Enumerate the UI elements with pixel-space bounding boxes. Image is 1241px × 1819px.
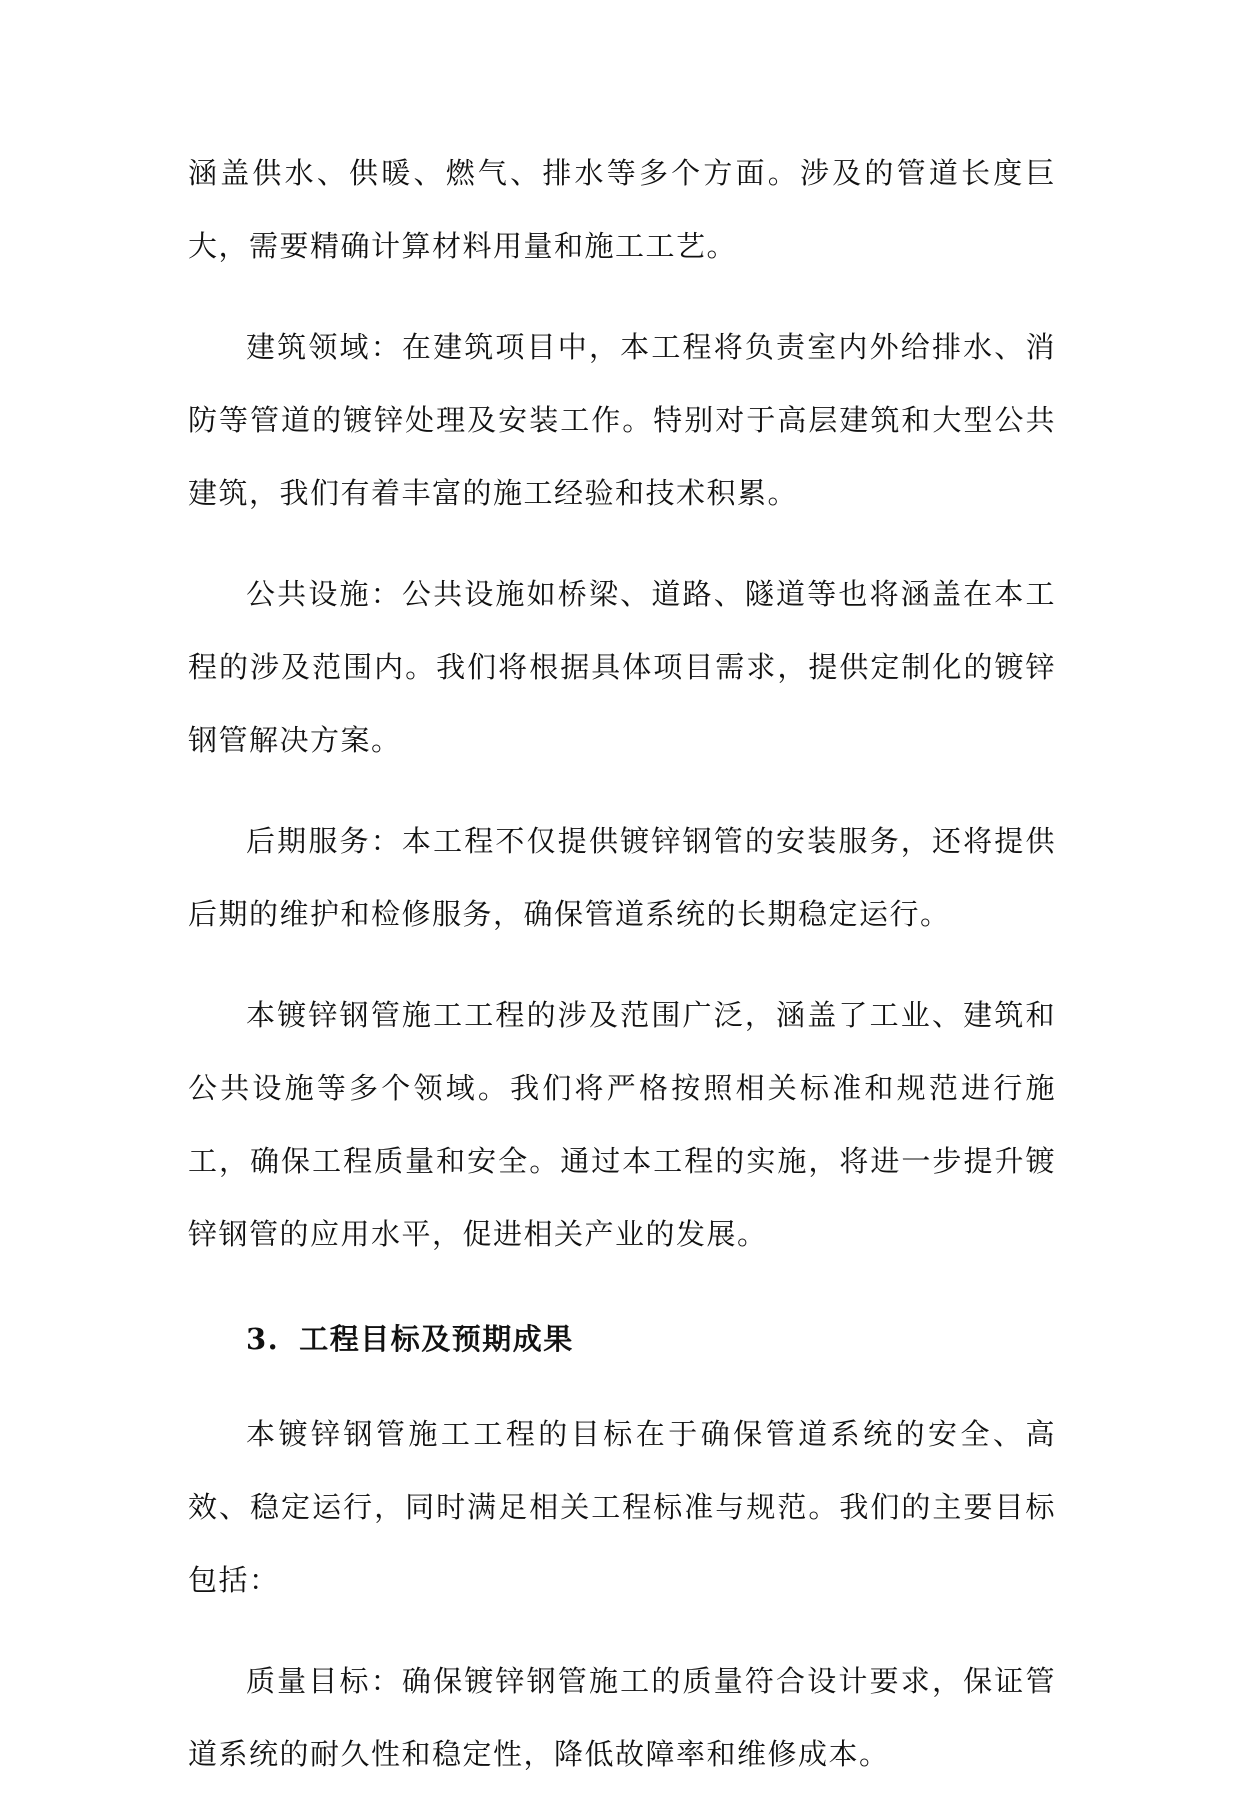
paragraph-quality-goal: 质量目标：确保镀锌钢管施工的质量符合设计要求，保证管道系统的耐久性和稳定性，降低故障率和维修成本。	[188, 1664, 1056, 1771]
paragraph-public-facilities: 公共设施：公共设施如桥梁、道路、隧道等也将涵盖在本工程的涉及范围内。我们将根据具体项目需求，提供定制化的镀锌钢管解决方案。	[188, 577, 1056, 757]
section-title: 工程目标及预期成果	[299, 1322, 574, 1356]
paragraph-scope-continuation: 涵盖供水、供暖、燃气、排水等多个方面。涉及的管道长度巨大，需要精确计算材料用量和施工工艺。	[188, 156, 1056, 263]
section-heading	[188, 1303, 1056, 1376]
paragraph-after-service: 后期服务：本工程不仅提供镀锌钢管的安装服务，还将提供后期的维护和检修服务，确保管道系统的长期稳定运行。	[188, 824, 1056, 931]
document-body	[188, 137, 1056, 1819]
paragraph-goals-intro: 本镀锌钢管施工工程的目标在于确保管道系统的安全、高效、稳定运行，同时满足相关工程标准与规范。我们的主要目标包括：	[188, 1417, 1056, 1597]
paragraph-scope-summary: 本镀锌钢管施工工程的涉及范围广泛，涵盖了工业、建筑和公共设施等多个领域。我们将严格按照相关标准和规范进行施工，确保工程质量和安全。通过本工程的实施，将进一步提升镀锌钢管的应用水平，促进相关产业的发展。	[188, 998, 1056, 1251]
paragraph-building-field: 建筑领域：在建筑项目中，本工程将负责室内外给排水、消防等管道的镀锌处理及安装工作。特别对于高层建筑和大型公共建筑，我们有着丰富的施工经验和技术积累。	[188, 330, 1056, 510]
section-number: 3.	[246, 1322, 280, 1356]
